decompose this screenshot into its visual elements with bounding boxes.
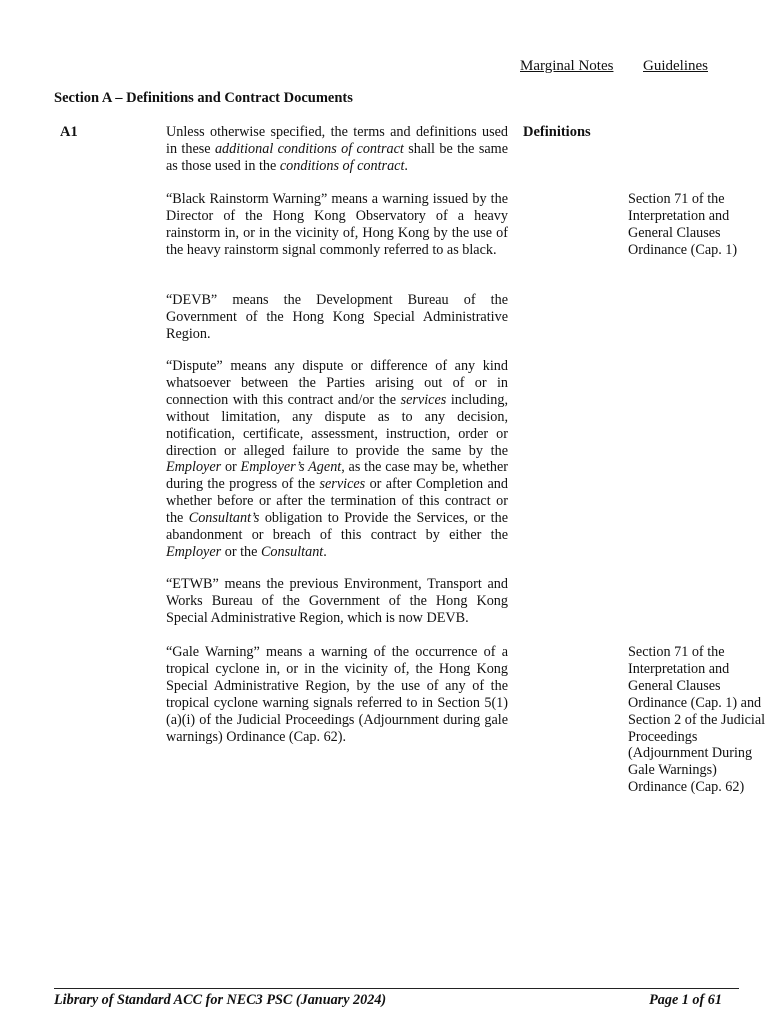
guidelines-heading: Guidelines: [643, 58, 708, 74]
paragraph-intro: Unless otherwise specified, the terms and definitions used in these additional conditions of contract shall be the same as those used in the conditions of contract.: [166, 124, 508, 174]
footer-document-title: Library of Standard ACC for NEC3 PSC (January 2024): [54, 992, 387, 1008]
definition-dispute: “Dispute” means any dispute or difference of any kind whatsoever between the Parties arising out of or in connection with this contract and/or the services including, without limitation, any dispute as to any decision, notification, certificate, assessment, instruction, order or direction or alleged failure to provide the same by the Employer or Employer’s Agent, as the case may be, whether during the progress of the services or after Completion and whether before or after the termination of this contract or the Consultant’s obligation to Provide the Services, or the abandonment or breach of this contract by either the Employer or the Consultant.: [166, 358, 508, 560]
definition-devb: “DEVB” means the Development Bureau of the Government of the Hong Kong Special Administrative Region.: [166, 292, 508, 342]
definition-gale-warning: “Gale Warning” means a warning of the occurrence of a tropical cyclone in, or in the vicinity of, the Hong Kong Special Administrative Region, by the use of any of the tropical cyclone warning signals referred to in Section 5(1)(a)(i) of the Judicial Proceedings (Adjournment during gale warnings) Ordinance (Cap. 62).: [166, 644, 508, 745]
footer-page-number: Page 1 of 61: [649, 992, 722, 1008]
definition-etwb: “ETWB” means the previous Environment, Transport and Works Bureau of the Government of the Hong Kong Special Administrative Region, which is now DEVB.: [166, 576, 508, 626]
guideline-gale-warning: Section 71 of the Interpretation and General Clauses Ordinance (Cap. 1) and Section 2 of the Judicial Proceedings (Adjournment During Gale Warnings) Ordinance (Cap. 62): [628, 644, 766, 796]
footer-divider: [54, 988, 739, 989]
clause-number: A1: [60, 124, 78, 140]
definition-black-rainstorm-warning: “Black Rainstorm Warning” means a warning issued by the Director of the Hong Kong Observatory of a heavy rainstorm in, or in the vicinity of, Hong Kong by the use of the heavy rainstorm signal commonly referred to as black.: [166, 191, 508, 258]
marginal-note-definitions: Definitions: [523, 124, 591, 140]
marginal-notes-heading: Marginal Notes: [520, 58, 614, 74]
section-title: Section A – Definitions and Contract Documents: [54, 90, 353, 106]
guideline-black-rainstorm: Section 71 of the Interpretation and General Clauses Ordinance (Cap. 1): [628, 191, 738, 258]
